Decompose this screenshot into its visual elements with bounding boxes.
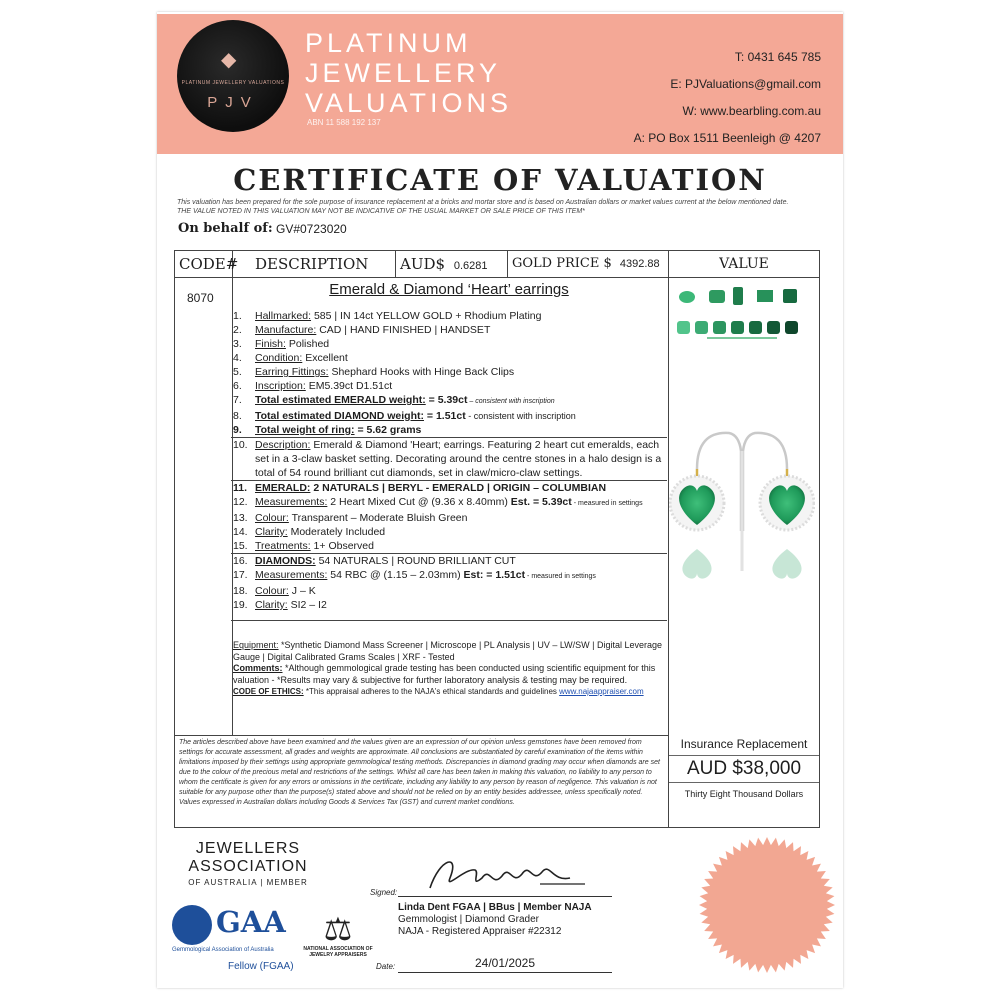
contact-phone: T: 0431 645 785	[734, 50, 821, 64]
on-behalf-value: GV#0723020	[276, 222, 347, 236]
detail-row: 4. Condition: Excellent	[233, 352, 348, 364]
detail-row: 1. Hallmarked: 585 | IN 14ct YELLOW GOLD + Rhodium Plating	[233, 310, 542, 322]
detail-row: 6. Inscription: EM5.39ct D1.51ct	[233, 380, 393, 392]
signer-name: Linda Dent FGAA | BBus | Member NAJA	[398, 902, 592, 913]
signature	[420, 848, 590, 898]
total-weight-row: 9. Total weight of ring: = 5.62 grams	[233, 424, 422, 436]
header-divider	[175, 277, 819, 278]
diamond-heading-row: 16. DIAMONDS: 54 NATURALS | ROUND BRILLIANT CUT	[233, 555, 516, 567]
emerald-heading-row: 11. EMERALD: 2 NATURALS | BERYL - EMERALD | ORIGIN – COLUMBIAN	[233, 482, 607, 494]
insurance-title: Insurance Replacement	[680, 737, 808, 751]
gem-chip	[731, 321, 744, 334]
comments-note: Comments: *Although gemmological grade testing has been conducted using scientific equipment for this valuation - *Results may vary & subjective for further laboratory analysis & testing may be required.	[233, 663, 656, 685]
item-details	[233, 309, 665, 621]
date-label: Date:	[376, 962, 396, 971]
header-banner	[157, 14, 843, 154]
brand-name	[305, 28, 512, 118]
terms-text: The articles described above have been examined and the values given are an expression of our opinion unless gemstones have been removed from settings for accurate assessment, all grades and weights are approximate. All conclusions are substantiated by careful examination of the items within limitations imposed by their settings using appropriate gemmological testing methods. Discrepancies in diamond grading may occur when diamonds are set due to the colour of the precious metal and restrictions of the settings. Whilst all care has been taken in making this valuation, no liability to any person to whom the certificate is given for any errors or omissions in the certificate, including any liability to any person by reason of negligence. This valuation is not suitable for any purpose other than the purpose(s) stated above and should not be relied on by an entity besides addressee, unless specifically noted. Values expressed in Australian dollars including Goods & Services Tax (GST) and current market conditions.	[179, 739, 660, 806]
contact-email: E: PJValuations@gmail.com	[670, 77, 821, 91]
gem-chip	[677, 321, 690, 334]
header-aud	[396, 251, 508, 277]
gem-chip	[733, 287, 743, 305]
earrings-photo	[669, 411, 815, 671]
aud-label: AUD$	[400, 255, 446, 273]
date-value: 24/01/2025	[474, 956, 536, 970]
jaa-member-logo	[178, 840, 318, 887]
diamond-icon: ◆	[221, 49, 237, 71]
date-line	[398, 972, 612, 973]
header-description: DESCRIPTION	[233, 251, 396, 277]
gaa-globe-icon	[172, 905, 212, 945]
signer-registration: NAJA - Registered Appraiser #22312	[398, 926, 562, 937]
contact-address: A: PO Box 1511 Beenleigh @ 4207	[633, 131, 821, 145]
logo-small-text: PLATINUM JEWELLERY VALUATIONS	[181, 80, 285, 86]
diamond-clarity-row: 19. Clarity: SI2 – I2	[233, 599, 327, 611]
diamond-measurements-row: 17. Measurements: 54 RBC @ (1.15 – 2.03mm) Est: = 1.51ct - measured in settings	[233, 569, 596, 581]
aud-value: 0.6281	[453, 260, 488, 272]
detail-row: 5. Earring Fittings: Shephard Hooks with Hinge Back Clips	[233, 366, 515, 378]
certificate-seal	[698, 836, 836, 974]
equipment-note: Equipment: *Synthetic Diamond Mass Screener | Microscope | PL Analysis | UV – LW/SW | Digital Leverage Gauge | Digital Calibrated Grams Scales | XRF - Tested	[233, 640, 663, 662]
emerald-colour-row: 13. Colour: Transparent – Moderate Bluish Green	[233, 512, 468, 524]
jaa-line: ASSOCIATION	[188, 858, 308, 875]
detail-row: 2. Manufacture: CAD | HAND FINISHED | HANDSET	[233, 324, 491, 336]
emerald-colour-chart	[669, 281, 815, 347]
gem-chip	[757, 290, 773, 302]
header-gold-price	[508, 251, 669, 277]
jaa-member-line: OF AUSTRALIA | MEMBER	[188, 878, 308, 887]
disclaimer-line: This valuation has been prepared for the sole purpose of insurance replacement at a bricks and mortar store and is based on Australian dollars or market values current at the below mentioned date.	[177, 199, 789, 206]
header-value: VALUE	[719, 256, 769, 272]
brand-line: JEWELLERY	[305, 58, 502, 88]
brand-line: PLATINUM	[305, 28, 472, 58]
gem-chip	[749, 321, 762, 334]
gem-chip	[709, 290, 725, 303]
section-divider	[231, 620, 667, 621]
valuation-table	[174, 250, 820, 828]
gaa-fellow: Fellow (FGAA)	[228, 961, 294, 972]
logo-initials: PJV	[207, 94, 259, 111]
right-earring	[760, 476, 814, 530]
disclaimer-line: THE VALUE NOTED IN THIS VALUATION MAY NOT BE INDICATIVE OF THE USUAL MARKET OR SALE PRICE OF THIS ITEM*	[177, 208, 585, 215]
left-earring	[670, 476, 724, 530]
abn-number: ABN 11 588 192 137	[307, 118, 381, 127]
gaa-full-name: Gemmological Association of Australia	[172, 947, 274, 953]
signed-label: Signed:	[370, 888, 398, 897]
item-code: 8070	[187, 291, 214, 305]
header-code: CODE#	[175, 251, 233, 277]
emerald-clarity-row: 14. Clarity: Moderately Included	[233, 526, 386, 538]
naja-link[interactable]: www.najaappraiser.com	[559, 687, 644, 696]
gem-chip	[783, 289, 797, 303]
diamond-colour-row: 18. Colour: J – K	[233, 585, 316, 597]
contact-website: W: www.bearbling.com.au	[682, 104, 821, 118]
naja-name: NATIONAL ASSOCIATION OF JEWELRY APPRAISERS	[303, 946, 373, 958]
ethics-note: CODE OF ETHICS: *This appraisal adheres to the NAJA's ethical standards and guidelines www.najaappraiser.com	[233, 687, 644, 696]
emerald-measurements-row: 12. Measurements: 2 Heart Mixed Cut @ (9.36 x 8.40mm) Est. = 5.39ct - measured in settings	[233, 496, 643, 508]
on-behalf-label: On behalf of:	[178, 221, 273, 236]
signer-details	[398, 902, 592, 938]
company-logo	[177, 20, 289, 132]
emerald-weight-row: 7. Total estimated EMERALD weight: = 5.39ct – consistent with inscription	[233, 394, 555, 406]
insurance-value: AUD $38,000	[669, 755, 819, 783]
diamond-weight-row: 8. Total estimated DIAMOND weight: = 1.51ct - consistent with inscription	[233, 410, 576, 422]
description-row: 10. Description: Emerald & Diamond 'Heart; earrings. Featuring 2 heart cut emeralds, each set in a 3-claw basket setting. Decorating around the centre stones in a halo design is a total of 54 round brilliant cut diamonds, set in claw/micro-claw settings.	[233, 439, 662, 479]
naja-logo	[300, 912, 376, 958]
gem-chip	[767, 321, 780, 334]
notes-section	[233, 640, 665, 698]
contact-block	[634, 44, 821, 152]
jaa-line: JEWELLERS	[195, 840, 301, 857]
signature-line	[398, 896, 612, 897]
item-title: Emerald & Diamond ‘Heart’ earrings	[329, 281, 569, 298]
gold-value: 4392.88	[619, 258, 660, 270]
gem-chip	[785, 321, 798, 334]
gem-chip	[713, 321, 726, 334]
insurance-replacement	[669, 735, 819, 799]
brand-line: VALUATIONS	[305, 88, 513, 118]
emerald-treatments-row: 15. Treatments: 1+ Observed	[233, 540, 374, 552]
gaa-letters: GAA	[216, 905, 286, 939]
scales-icon: ⚖	[323, 911, 353, 947]
detail-row: 3. Finish: Polished	[233, 338, 330, 350]
gem-chip	[695, 321, 708, 334]
insurance-value-words: Thirty Eight Thousand Dollars	[684, 789, 804, 799]
disclaimer	[177, 198, 827, 216]
signer-title: Gemmologist | Diamond Grader	[398, 914, 539, 925]
gold-label: GOLD PRICE $	[512, 256, 612, 271]
gem-chip	[679, 291, 695, 303]
certificate-title: CERTIFICATE OF VALUATION	[233, 163, 767, 197]
